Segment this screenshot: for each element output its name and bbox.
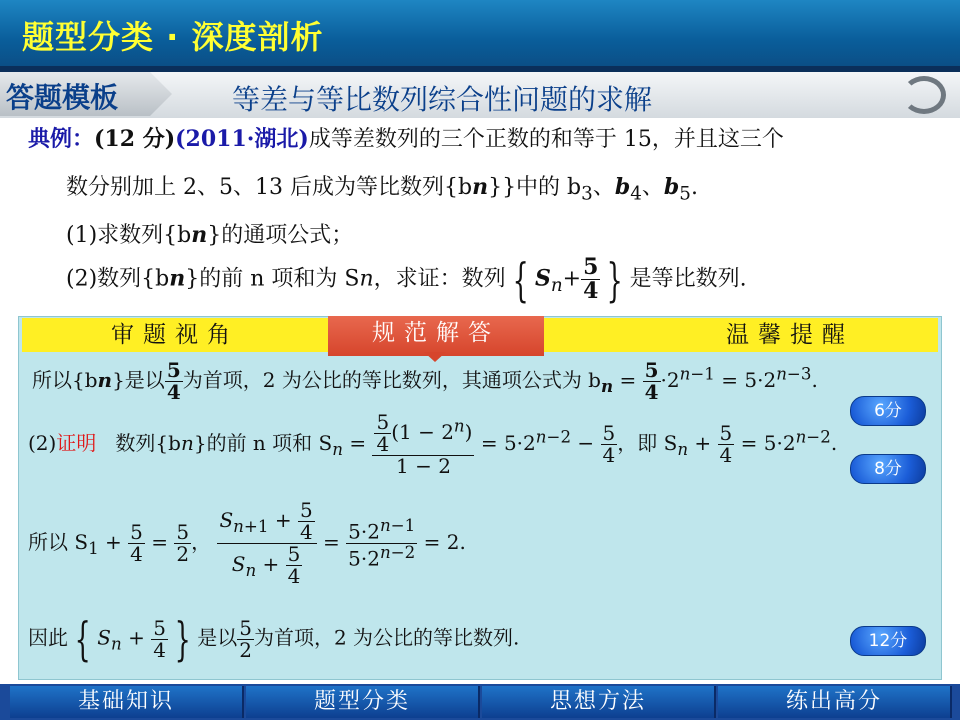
score-badge-8: 8分 xyxy=(850,454,926,484)
nav-thinking-methods[interactable]: 思想方法 xyxy=(482,686,716,718)
question-1: (1)求数列{bn}的通项公式； xyxy=(66,222,354,248)
proof-label: 证明 xyxy=(56,431,97,455)
question-2: (2)数列{bn}的前 n 项和为 Sn，求证：数列 { $S_n+$ $\frac{5}{4}$ } 是等比数列. xyxy=(66,252,747,307)
solution-line-1: 所以{bn}是以 $\frac{5}{4}$ 为首项，2 为公比的等比数列，其通项公式为 $b_n$ = $\frac{5}{4}$ $\cdot 2^{n-1} = 5\cdot 2^{n-3}$. xyxy=(32,358,818,404)
section-tag: 答题模板 xyxy=(6,81,119,114)
nav-practice[interactable]: 练出高分 xyxy=(718,686,952,718)
score: (12 分) xyxy=(94,126,176,152)
score-badge-6: 6分 xyxy=(850,396,926,426)
decorative-ring-icon xyxy=(902,76,946,114)
source: (2011·湖北) xyxy=(175,126,309,152)
tab-reminder[interactable]: 温馨提醒 xyxy=(726,322,854,348)
solution-line-4: 因此 { $S_n$ + $\frac{5}{4}$ } 是以 $\frac{5}{2}$ 为首项，2 为公比的等比数列. xyxy=(28,612,520,666)
nav-problem-types[interactable]: 题型分类 xyxy=(246,686,480,718)
section-title: 等差与等比数列综合性问题的求解 xyxy=(232,83,653,116)
solution-line-2: (2)证明 数列{bn}的前 n 项和 $S_n$ = $\frac{5}{4}$ $(1 - 2^n)$ 1 − 2 = $5\cdot 2^{n-2}$ − $\frac{5}{4}$ ，即 $S_n$ + $\frac{5}{4}$ = $5\cdot 2^{n-2}$. xyxy=(28,410,838,478)
problem-line-2: 数分别加上 2、5、13 后成为等比数列{bn}}中的 $b_3$、$b_4$、$b_5$. xyxy=(66,174,698,205)
tab-analysis[interactable]: 审题视角 xyxy=(111,322,239,348)
example-label: 典例： xyxy=(28,126,95,152)
problem-text: 成等差数列的三个正数的和等于 15，并且这三个 xyxy=(308,127,784,152)
nav-basic-knowledge[interactable]: 基础知识 xyxy=(10,686,244,718)
solution-line-3: 所以 $S_1$ + $\frac{5}{4}$ = $\frac{5}{2}$ ， $S_{n+1}$ + $\frac{5}{4}$ $S_n$ + $\frac{5}{4}$ = $\frac{5\cdot 2^{n-1}}{5\cdot 2^{n-2}}$ = 2. xyxy=(28,498,466,588)
page-title: 题型分类 · 深度剖析 xyxy=(22,18,324,56)
problem-line-1 xyxy=(28,122,784,153)
score-badge-12: 12分 xyxy=(850,626,926,656)
tab-solution[interactable]: 规范解答 xyxy=(328,316,544,356)
